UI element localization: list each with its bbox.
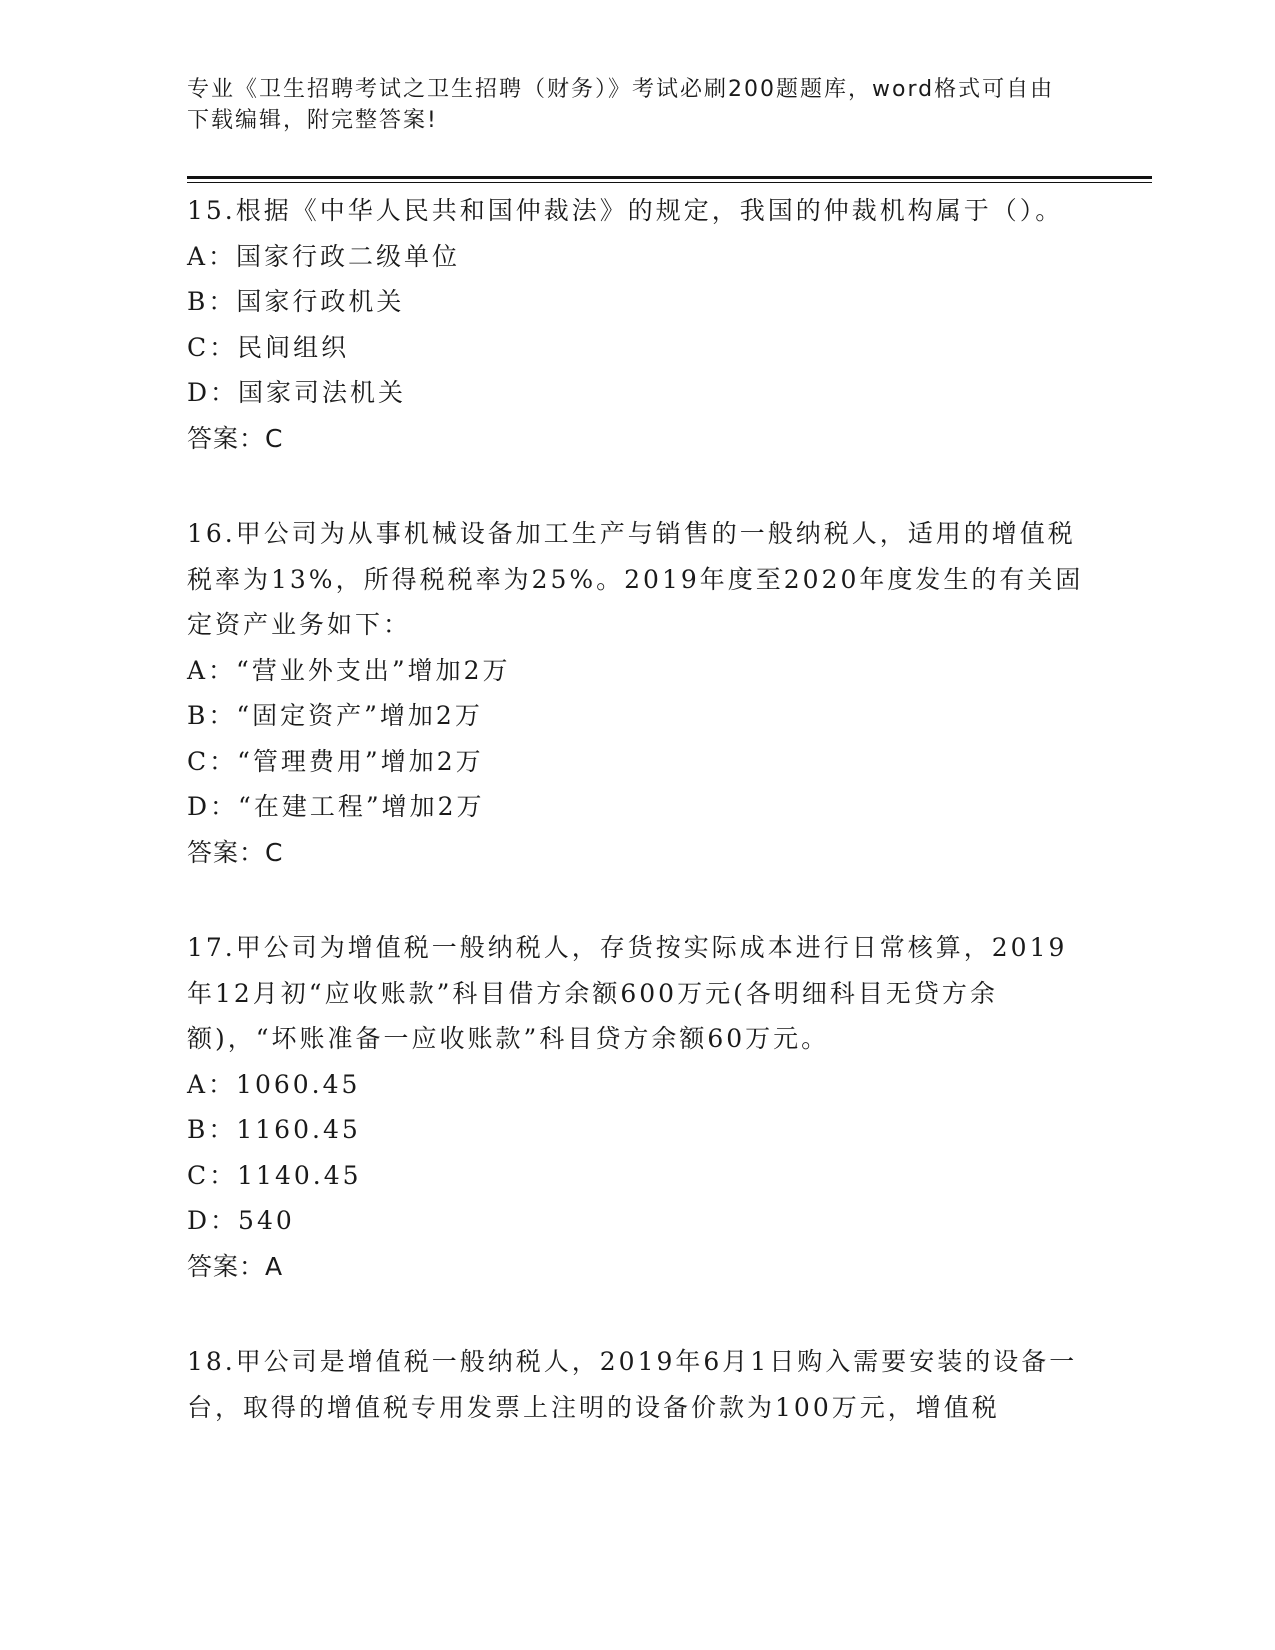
option-a: A：国家行政二级单位 [187, 241, 461, 271]
option-d: D：国家司法机关 [187, 378, 407, 407]
question-stem: 18.甲公司是增值税一般纳税人，2019年6月1日购入需要安装的设备一台，取得的增值税专用发票上注明的设备价款为100万元，增值税 [187, 1347, 1078, 1422]
question-16 [187, 511, 1087, 875]
question-list [187, 188, 1087, 1480]
option-list [187, 648, 1087, 830]
option-b: B：1160.45 [187, 1115, 361, 1144]
option-b: B：“固定资产”增加2万 [187, 701, 483, 730]
answer-text: 答案：C [187, 423, 284, 453]
answer-text: 答案：C [187, 837, 284, 867]
option-d: D：“在建工程”增加2万 [187, 792, 485, 821]
question-stem: 15.根据《中华人民共和国仲裁法》的规定，我国的仲裁机构属于（）。 [187, 196, 1064, 225]
option-b: B：国家行政机关 [187, 287, 405, 316]
option-a: A：1060.45 [187, 1069, 361, 1099]
question-stem: 17.甲公司为增值税一般纳税人，存货按实际成本进行日常核算，2019年12月初“应收账款”科目借方余额600万元(各明细科目无贷方余额)，“坏账准备一应收账款”科目贷方余额60万元。 [187, 933, 1068, 1053]
document-header: 专业《卫生招聘考试之卫生招聘（财务）》考试必刷200题题库，word格式可自由下载编辑，附完整答案! [187, 77, 1055, 133]
header-rule-thin [187, 182, 1152, 183]
option-a: A：“营业外支出”增加2万 [187, 655, 511, 685]
question-17 [187, 925, 1087, 1289]
question-18 [187, 1339, 1087, 1430]
question-stem: 16.甲公司为从事机械设备加工生产与销售的一般纳税人，适用的增值税税率为13%，所得税税率为25%。2019年度至2020年度发生的有关固定资产业务如下： [187, 519, 1084, 639]
option-list [187, 234, 1087, 416]
option-list [187, 1062, 1087, 1244]
option-c: C：“管理费用”增加2万 [187, 746, 484, 776]
question-15 [187, 188, 1087, 461]
option-d: D：540 [187, 1206, 295, 1235]
option-c: C：1140.45 [187, 1160, 362, 1190]
option-c: C：民间组织 [187, 332, 350, 362]
answer-text: 答案：A [187, 1251, 284, 1281]
header-rule-thick [187, 176, 1152, 179]
